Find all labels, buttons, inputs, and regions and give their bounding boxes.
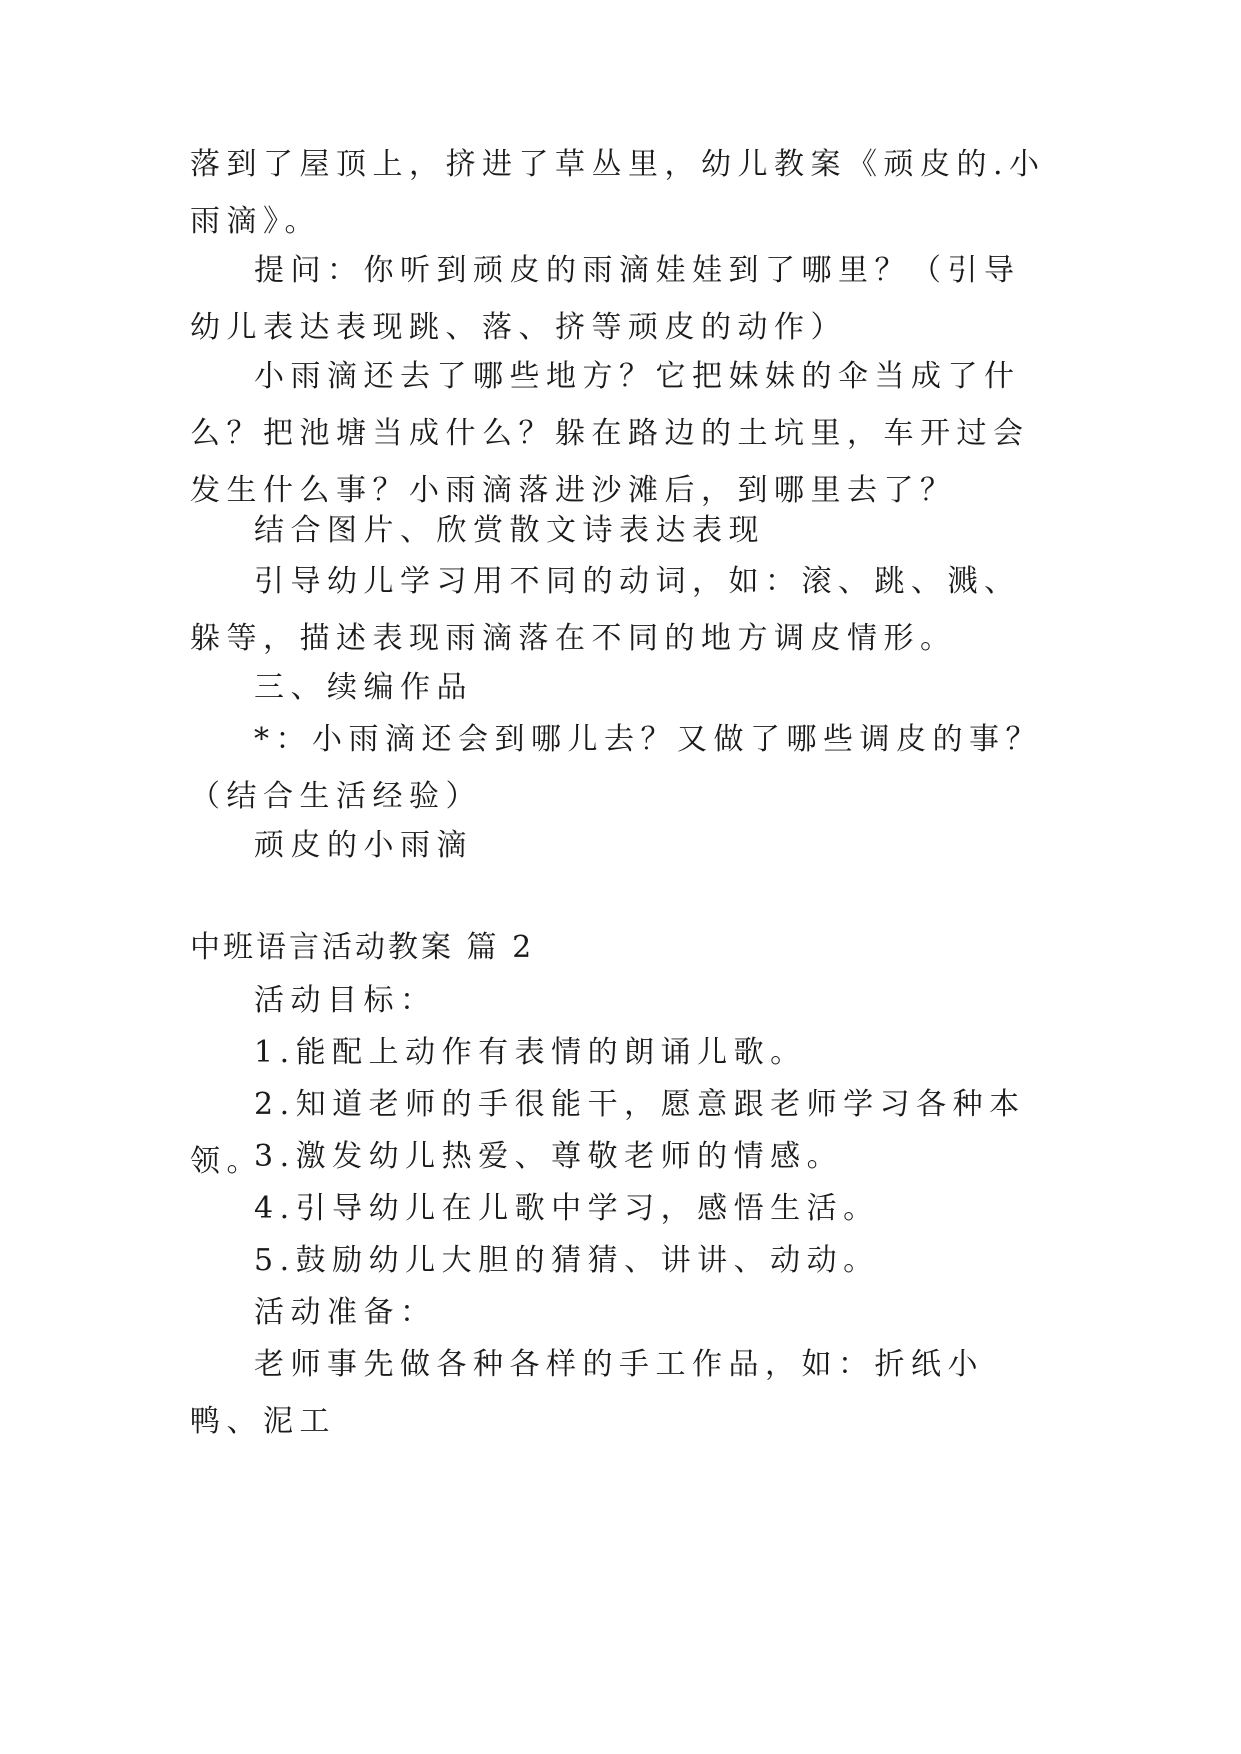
list-item-goal-4: 4.引导幼儿在儿歌中学习，感悟生活。: [254, 1191, 880, 1226]
paragraph-picture-appreciation: 结合图片、欣赏散文诗表达表现: [254, 513, 765, 548]
paragraph-goals-heading: 活动目标：: [254, 983, 437, 1018]
paragraph-verbs-guidance: 引导幼儿学习用不同的动词，如：滚、跳、溅、躲等，描述表现雨滴落在不同的地方调皮情形。: [190, 564, 1021, 656]
list-item-goal-1: 1.能配上动作有表情的朗诵儿歌。: [254, 1035, 807, 1070]
paragraph-continue-question: *：小雨滴还会到哪儿去？又做了哪些调皮的事？（结合生活经验）: [190, 722, 1042, 814]
paragraph-preparation-text: 老师事先做各种各样的手工作品，如：折纸小鸭、泥工: [190, 1347, 984, 1439]
list-item-goal-3: 3.激发幼儿热爱、尊敬老师的情感。: [254, 1139, 844, 1174]
paragraph-section-three: 三、续编作品: [254, 670, 473, 705]
paragraph-question-1: 提问：你听到顽皮的雨滴娃娃到了哪里？（引导幼儿表达表现跳、落、挤等顽皮的动作）: [190, 253, 1021, 345]
list-item-goal-5: 5.鼓励幼儿大胆的猜猜、讲讲、动动。: [254, 1243, 880, 1278]
paragraph-question-2: 小雨滴还去了哪些地方？它把妹妹的伞当成了什么？把池塘当成什么？躲在路边的土坑里，车开过会发生什么事？小雨滴落进沙滩后，到哪里去了？: [190, 359, 1030, 508]
paragraph-continuation: 落到了屋顶上，挤进了草丛里，幼儿教案《顽皮的.小雨滴》。: [190, 147, 1046, 239]
paragraph-poem-title: 顽皮的小雨滴: [254, 828, 473, 863]
section-title: 中班语言活动教案 篇 2: [190, 930, 535, 965]
paragraph-preparation-heading: 活动准备：: [254, 1295, 437, 1330]
list-item-goal-2: 2.知道老师的手很能干，愿意跟老师学习各种本领。: [190, 1087, 1026, 1179]
